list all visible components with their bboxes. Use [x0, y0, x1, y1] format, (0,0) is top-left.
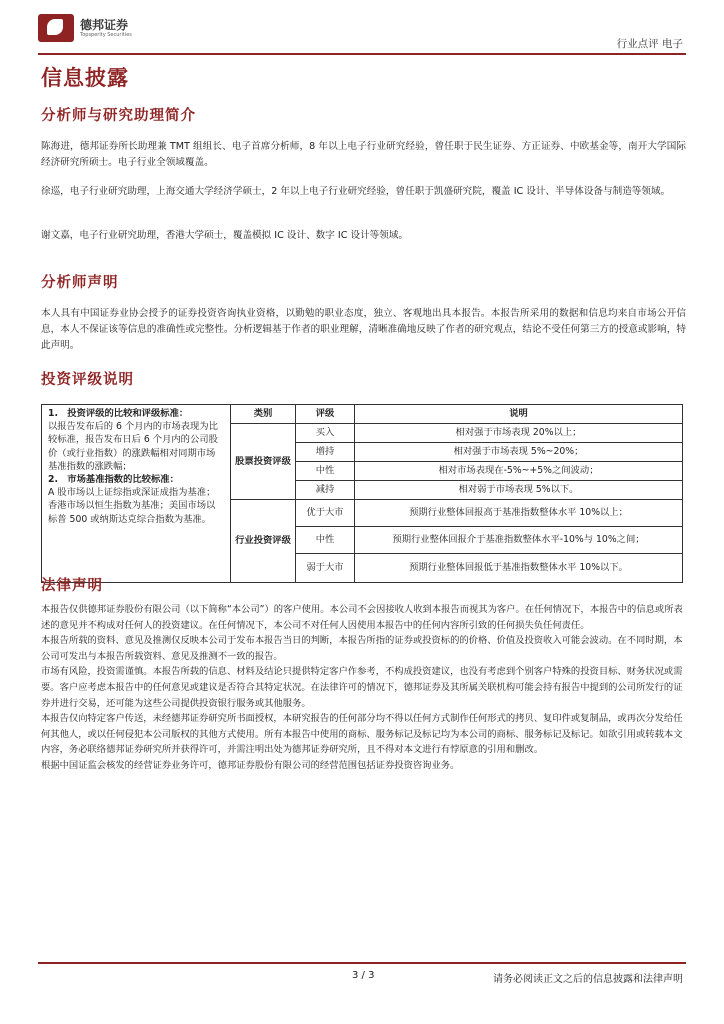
rating-criteria-cell	[42, 405, 231, 583]
rating-level: 中性	[296, 527, 355, 554]
column-header-level: 评级	[296, 405, 355, 424]
legal-paragraph: 本报告仅供德邦证券股份有限公司（以下简称“本公司”）的客户使用。本公司不会因接收人收到本报告而视其为客户。在任何情况下，本报告中的信息或所表述的意见并不构成对任何人的投资建议。在任何情况下，本公司不对任何人因使用本报告中的任何内容所引致的任何损失负任何责任。	[41, 604, 683, 631]
analyst-intro-2	[41, 184, 686, 200]
rating-level: 买入	[296, 424, 355, 443]
footer-divider	[38, 962, 686, 964]
section-heading-legal: 法律声明	[41, 578, 103, 594]
logo-mark-icon	[38, 14, 74, 42]
section-heading-rating: 投资评级说明	[41, 372, 134, 388]
rating-table	[41, 404, 683, 583]
rating-level: 中性	[296, 462, 355, 481]
logo-subtitle: Topsperity Securities	[80, 32, 132, 38]
rating-level: 减持	[296, 481, 355, 500]
company-logo	[38, 14, 148, 44]
rating-description: 相对市场表现在-5%~+5%之间波动；	[355, 462, 683, 481]
category-industry: 行业投资评级	[231, 500, 296, 583]
rating-level: 优于大市	[296, 500, 355, 527]
analyst-intro-text: 谢文嘉，电子行业研究助理，香港大学硕士，覆盖模拟 IC 设计、数字 IC 设计等领域。	[41, 230, 409, 241]
rating-level: 弱于大市	[296, 554, 355, 583]
column-header-description: 说明	[355, 405, 683, 424]
legal-text	[41, 602, 686, 774]
analyst-intro-text: 徐巡，电子行业研究助理，上海交通大学经济学硕士，2 年以上电子行业研究经验，曾任职于凯盛研究院，覆盖 IC 设计、半导体设备与制造等领域。	[41, 186, 671, 197]
page-number: 3 / 3	[352, 970, 375, 981]
section-heading-analyst-statement: 分析师声明	[41, 275, 119, 291]
rating-level: 增持	[296, 443, 355, 462]
logo-name: 德邦证券	[80, 18, 129, 32]
legal-paragraph: 市场有风险，投资需谨慎。本报告所载的信息、材料及结论只提供特定客户作参考，不构成投资建议，也没有考虑到个别客户特殊的投资目标、财务状况或需要。客户应考虑本报告中的任何意见或建议是否符合其特定状况。在法律许可的情况下，德邦证券及其所属关联机构可能会持有报告中提到的公司所发行的证券并进行交易，还可能为这些公司提供投资银行服务或其他服务。	[41, 666, 683, 709]
legal-paragraph: 根据中国证监会核发的经营证券业务许可，德邦证券股份有限公司的经营范围包括证券投资咨询业务。	[41, 759, 460, 771]
rating-description: 预期行业整体回报高于基准指数整体水平 10%以上；	[355, 500, 683, 527]
analyst-intro-text: 陈海进，德邦证券所长助理兼 TMT 组组长、电子首席分析师，8 年以上电子行业研究经验，曾任职于民生证券、方正证券、中欧基金等，南开大学国际经济研究所硕士。电子行业全领域覆盖。	[41, 141, 686, 168]
analyst-intro-1	[41, 139, 686, 171]
rating-description: 相对强于市场表现 20%以上；	[355, 424, 683, 443]
analyst-statement-text: 本人具有中国证券业协会授予的证券投资咨询执业资格，以勤勉的职业态度，独立、客观地出具本报告。本报告所采用的数据和信息均来自市场公开信息，本人不保证该等信息的准确性或完整性。分析逻辑基于作者的职业理解，清晰准确地反映了作者的研究观点，结论不受任何第三方的授意或影响，特此声明。	[41, 308, 686, 351]
rating-description: 预期行业整体回报介于基准指数整体水平-10%与 10%之间；	[355, 527, 683, 554]
column-header-category: 类别	[231, 405, 296, 424]
header-divider	[38, 53, 686, 55]
legal-paragraph: 本报告仅向特定客户传送，未经德邦证券研究所书面授权，本研究报告的任何部分均不得以任何方式制作任何形式的拷贝、复印件或复制品，或再次分发给任何其他人，或以任何侵犯本公司版权的其他方式使用。所有本报告中使用的商标、服务标记及标记均为本公司的商标、服务标记及标记。如欲引用或转载本文内容，务必联络德邦证券研究所并获得许可，并需注明出处为德邦证券研究所，且不得对本文进行有悖原意的引用和删改。	[41, 713, 683, 756]
criteria-text-2: A 股市场以上证综指或深证成指为基准；香港市场以恒生指数为基准；美国市场以标普 500 或纳斯达克综合指数为基准。	[48, 487, 216, 525]
criteria-heading-2: 2. 市场基准指数的比较标准：	[48, 474, 179, 486]
page-title: 信息披露	[41, 66, 129, 90]
legal-paragraph: 本报告所载的资料、意见及推测仅反映本公司于发布本报告当日的判断，本报告所指的证券或投资标的的价格、价值及投资收入可能会波动。在不同时期，本公司可发出与本报告所载资料、意见及推测不一致的报告。	[41, 635, 683, 662]
rating-description: 相对强于市场表现 5%~20%；	[355, 443, 683, 462]
rating-description: 相对弱于市场表现 5%以下。	[355, 481, 683, 500]
rating-table-header-row	[42, 405, 683, 424]
section-heading-analyst-intro: 分析师与研究助理简介	[41, 108, 196, 124]
analyst-intro-3	[41, 228, 686, 244]
category-stock: 股票投资评级	[231, 424, 296, 500]
criteria-text-1: 以报告发布后的 6 个月内的市场表现为比较标准，报告发布日后 6 个月内的公司股价（或行业指数）的涨跌幅相对同期市场基准指数的涨跌幅；	[48, 421, 218, 472]
rating-description: 预期行业整体回报低于基准指数整体水平 10%以下。	[355, 554, 683, 583]
criteria-heading-1: 1. 投资评级的比较和评级标准：	[48, 408, 189, 419]
footer-note: 请务必阅读正文之后的信息披露和法律声明	[493, 974, 683, 985]
report-category: 行业点评 电子	[616, 38, 683, 50]
